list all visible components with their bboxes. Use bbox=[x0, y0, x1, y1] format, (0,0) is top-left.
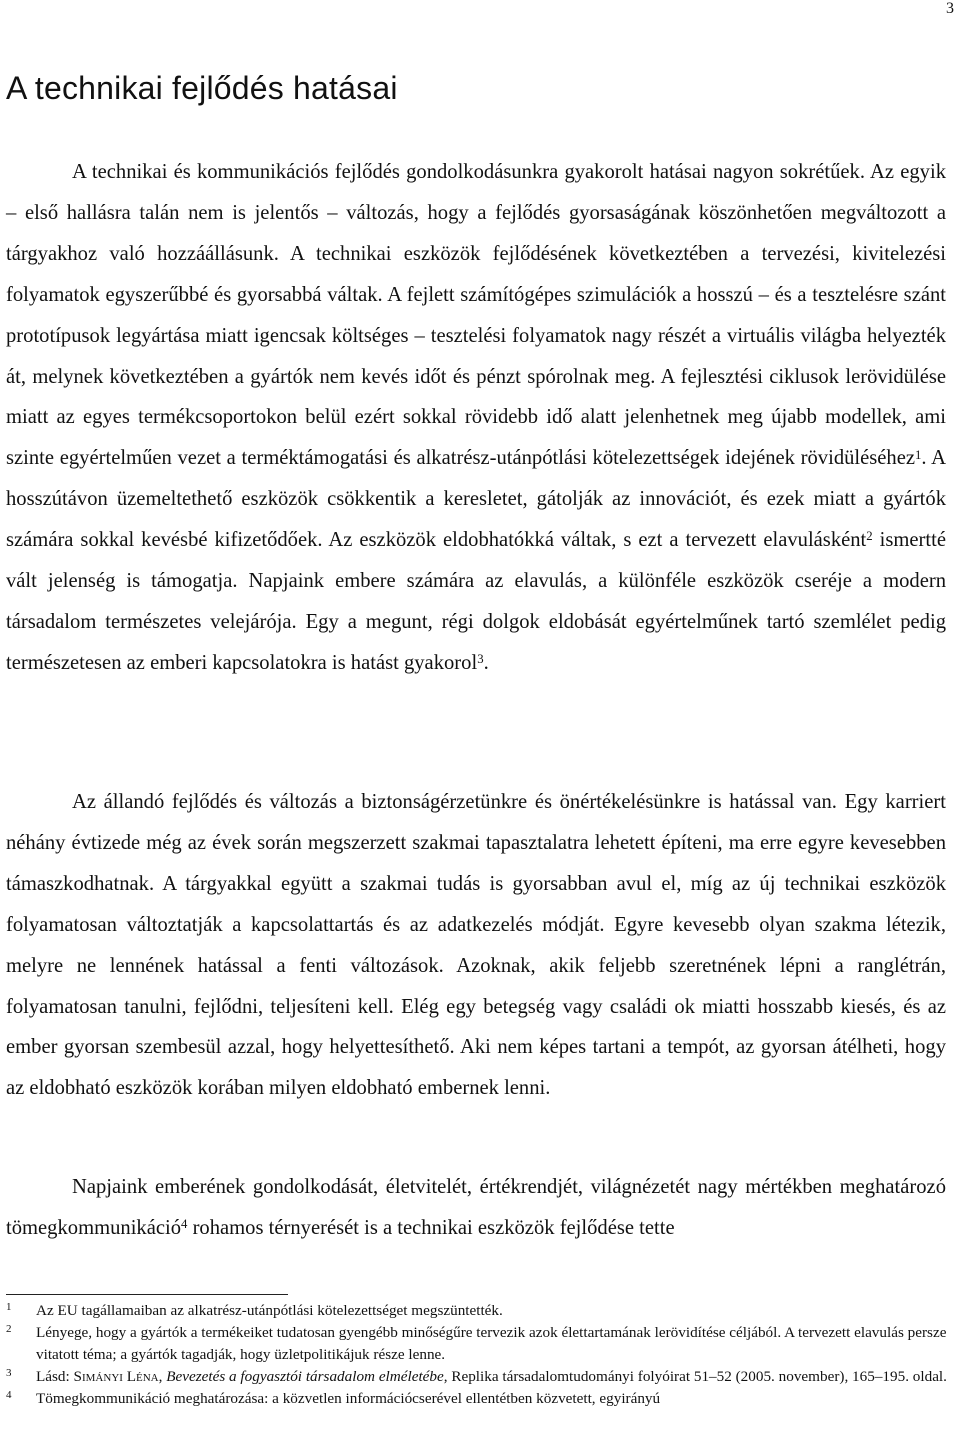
page-title: A technikai fejlődés hatásai bbox=[6, 70, 398, 106]
footnote-number: 3 bbox=[6, 1367, 12, 1379]
body-paragraph-3 bbox=[6, 1167, 946, 1249]
footnote-text: Tömegkommunikáció meghatározása: a közvetlen információcserével ellentétben közvetett, egyirányú bbox=[36, 1390, 661, 1407]
footnote-3 bbox=[6, 1366, 950, 1388]
paragraph-text: A technikai és kommunikációs fejlődés gondolkodásunkra gyakorolt hatásai nagyon sokrétűek. Az egyik – első hallásra talán nem is jelentős – változás, hogy a fejlődés gyorsaságának köszönhetően megváltozott a tárgyakhoz való hozzáállásunk. A technikai eszközök fejlődésének következtében a tervezési, kivitelezési folyamatok egyszerűbbé és gyorsabbá váltak. A fejlett számítógépes szimulációk a hosszú – és a tesztelésre szánt prototípusok legyártása miatt igencsak költséges – tesztelési folyamatok nagy részét a virtuális világba helyezték át, melynek következtében a gyártók nem kevés időt és pénzt spórolnak meg. A fejlesztési ciklusok lerövidülése miatt az egyes termékcsoportokon belül ezért sokkal rövidebb idő alatt jelenhetnek meg újabb modellek, ami szinte egyértelműen vezet a terméktámogatási és alkatrész-utánpótlási kötelezettségek idejének rövidüléséhez bbox=[6, 161, 946, 470]
paragraph-text: . bbox=[483, 651, 489, 674]
paragraph-text: ismertté vált jelenség is támogatja. Napjaink embere számára az elavulás, a különféle eszközök cseréje a modern társadalom természetes velejárója. Egy a megunt, régi dolgok eldobását egyértelműnek tartó szemlélet pedig természetesen az emberi kapcsolatokra is hatást gyakorol bbox=[6, 529, 946, 674]
footnote-ref-4: 4 bbox=[181, 1217, 188, 1232]
paragraph-text: Napjaink emberének gondolkodását, életvitelét, értékrendjét, világnézetét nagy mértékben meghatározó tömegkommunikáció bbox=[6, 1176, 946, 1239]
footnote-text: Lényege, hogy a gyártók a termékeiket tudatosan gyengébb minőségűre tervezik azok élettartamának lerövidítése céljából. A tervezett elavulás persze vitatott téma; a gyártók tagadják, hogy üzletpolitikájuk része lenne. bbox=[36, 1324, 947, 1363]
footnote-ref-2: 2 bbox=[866, 529, 873, 544]
footnote-2 bbox=[6, 1322, 950, 1366]
footnote-citation: , Replika társadalomtudományi folyóirat 51–52 (2005. november), 165–195. oldal. bbox=[443, 1368, 947, 1385]
footnote-4 bbox=[6, 1388, 950, 1410]
body-paragraph-1 bbox=[6, 152, 946, 684]
paragraph-text: Az állandó fejlődés és változás a biztonságérzetünkre és önértékelésünkre is hatással van. Egy karriert néhány évtizede még az évek során megszerzett szakmai tapasztalatra lehetett építeni, ma erre egyre kevesebben támaszkodhatnak. A tárgyakkal együtt a szakmai tudás is gyorsabban avul el, míg az új technikai eszközök folyamatosan változtatják a kapcsolattartás és az adatkezelés módját. Egyre kevesebb olyan szakma létezik, melyre ne lennének hatással a fenti változások. Azoknak, akik feljebb szeretnének lépni a ranglétrán, folyamatosan tanulni, fejlődni, teljesíteni kell. Elég egy betegség vagy családi ok miatti hosszabb kiesés, és az ember gyorsan szembesül azzal, hogy helyettesíthető. Aki nem képes tartani a tempót, az gyorsan átélheti, hogy az eldobható eszközök korában milyen eldobható embernek lenni. bbox=[6, 791, 946, 1100]
page-number: 3 bbox=[946, 0, 954, 17]
footnotes bbox=[6, 1300, 950, 1410]
footnote-author: Simányi Léna bbox=[73, 1368, 159, 1385]
footnote-ref-3: 3 bbox=[477, 652, 484, 667]
body-paragraph-2 bbox=[6, 782, 946, 1109]
footnote-number: 2 bbox=[6, 1323, 12, 1335]
footnote-prefix: Lásd: bbox=[36, 1368, 74, 1385]
footnote-number: 4 bbox=[6, 1389, 12, 1401]
footnote-book-title: Bevezetés a fogyasztói társadalom elméletébe bbox=[166, 1368, 444, 1385]
footnote-1 bbox=[6, 1300, 950, 1322]
footnote-separator bbox=[6, 1294, 288, 1295]
paragraph-text: rohamos térnyerését is a technikai eszközök fejlődése tette bbox=[187, 1216, 675, 1239]
footnote-separator-text: , bbox=[158, 1368, 167, 1385]
footnote-text: Az EU tagállamaiban az alkatrész-utánpótlási kötelezettséget megszüntették. bbox=[36, 1302, 503, 1319]
footnote-ref-1: 1 bbox=[915, 447, 922, 462]
footnote-number: 1 bbox=[6, 1301, 12, 1313]
paragraph-text: . A hosszútávon üzemeltethető eszközök csökkentik a keresletet, gátolják az innovációt, és ezek miatt a gyártók számára sokkal kevésbé kifizetődőek. Az eszközök eldobhatókká váltak, s ezt a tervezett elavulásként bbox=[6, 447, 946, 552]
